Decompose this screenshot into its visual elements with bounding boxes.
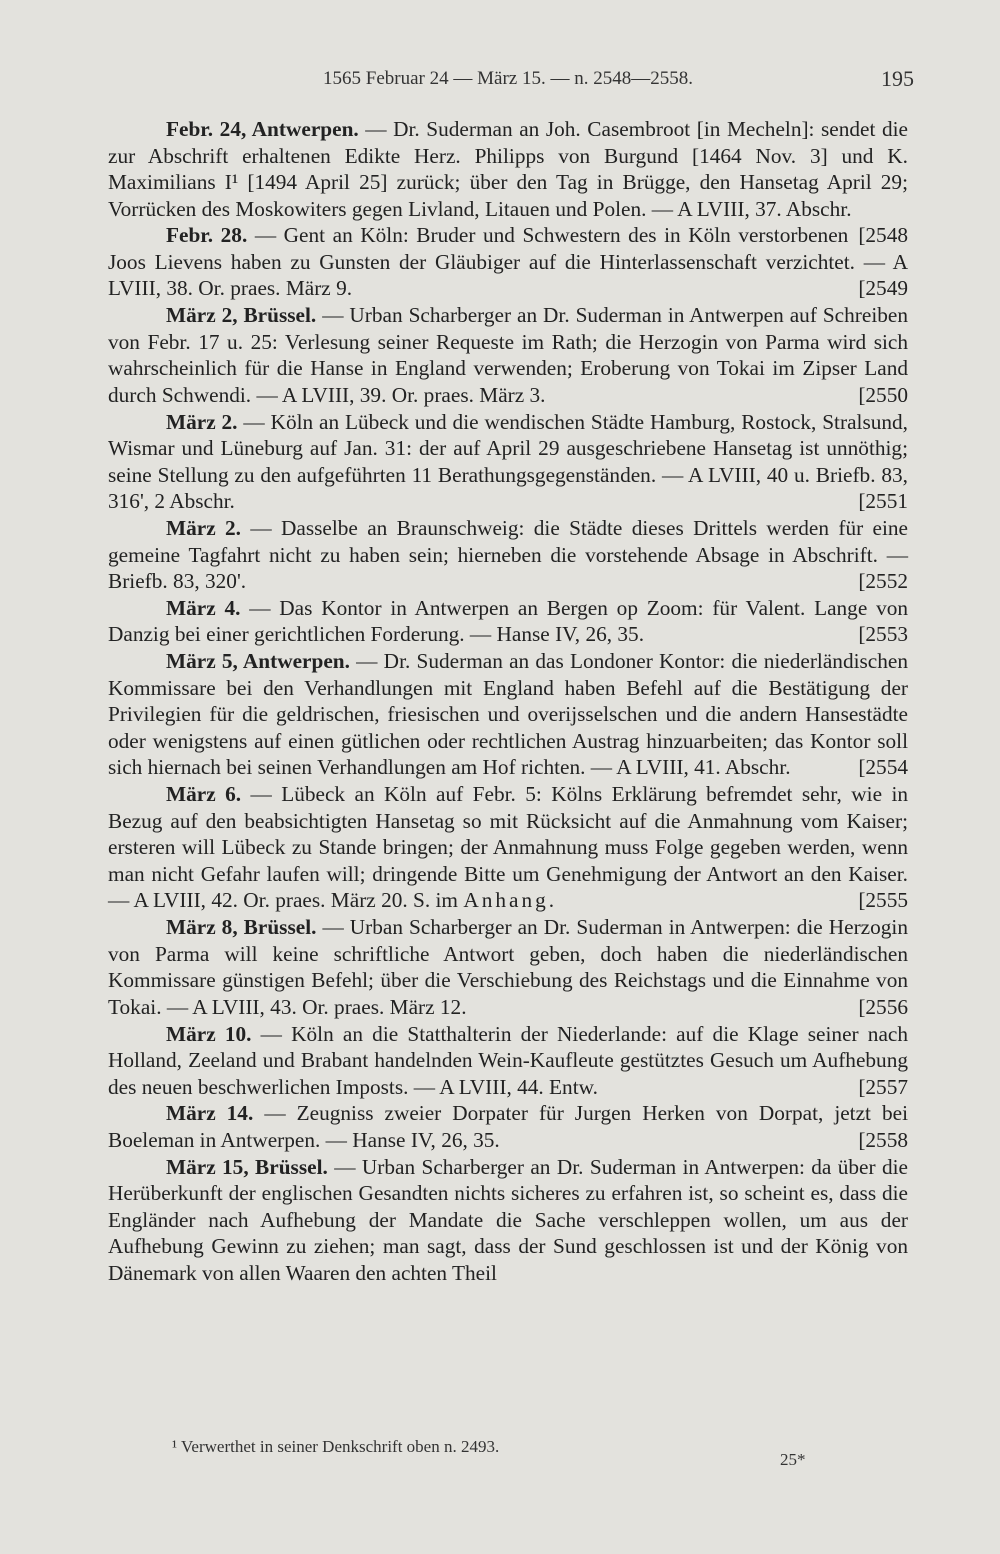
running-title: 1565 Februar 24 — März 15. — n. 2548—2558. [323, 68, 693, 89]
entry-spaced-reference: Anhang. [463, 888, 558, 913]
regest-entries [108, 116, 908, 1287]
entry-number: [ 2557 [848, 1074, 908, 1101]
regest-entry [108, 1154, 908, 1287]
entry-heading: März 2. [166, 516, 241, 541]
regest-entry [108, 1021, 908, 1101]
entry-text: — Urban Scharberger an Dr. Suderman in Antwerpen: die Herzogin von Parma will keine schriftliche Antwort geben, doch haben die niederländischen Kommissare günstigen Befehl; über die Verschiebung des Reichstags und die Einnahme von Tokai. — A LVIII, 43. Or. praes. März 12. [108, 915, 908, 1019]
entry-number: [ 2549 [848, 275, 908, 302]
regest-entry [108, 302, 908, 408]
entry-text: — Dasselbe an Braunschweig: die Städte dieses Drittels werden für eine gemeine Tagfahrt nicht zu haben sein; hierneben die vorstehende Absage in Abschrift. — Briefb. 83, 320'. [108, 516, 909, 594]
entry-number: [ 2550 [848, 382, 908, 409]
entry-text: — Köln an Lübeck und die wendischen Städte Hamburg, Rostock, Stralsund, Wismar und Lüneburg auf Jan. 31: der auf April 29 ausgeschriebene Hansetag ist unnöthig; seine Stellung zu den aufgeführten 11 Berathungsgegenständen. — A LVIII, 40 u. Briefb. 83, 316', 2 Abschr. [108, 409, 908, 514]
page-number: 195 [881, 66, 914, 91]
regest-entry [108, 595, 908, 648]
regest-entry [108, 914, 908, 1020]
running-header [108, 66, 914, 98]
entry-text: — Lübeck an Köln auf Febr. 5: Kölns Erklärung befremdet sehr, wie in Bezug auf den beabsichtigten Hansetag so mit Rücksicht auf die Anmahnung vom Kaiser; ersteren will Lübeck zu Stande bringen; der Anmahnung muss Folge gegeben werden, wenn man nicht Gefahr laufen will; dringende Bitte um Genehmigung der Antwort an den Kaiser. — A LVIII, 42. Or. praes. März 20. S. im [108, 782, 909, 913]
entry-text: — Gent an Köln: Bruder und Schwestern des in Köln verstorbenen Joos Lievens haben zu Gunsten der Gläubiger auf die Hinterlassenschaft verzichtet. — A LVIII, 38. Or. praes. März 9. [108, 223, 908, 301]
entry-text: — Urban Scharberger an Dr. Suderman in Antwerpen: da über die Herüberkunft der englischen Gesandten nichts sicheres zu erfahren ist, so scheint es, dass die Engländer nach Aufhebung der Mandate die Sache verschleppen wollen, um aus der Aufhebung Gewinn zu ziehen; man sagt, dass der Sund geschlossen ist und der König von Dänemark von allen Waaren den achten Theil [108, 1154, 908, 1285]
entry-heading: Febr. 28. [166, 223, 248, 248]
entry-heading: März 14. [166, 1101, 254, 1126]
entry-text: — Urban Scharberger an Dr. Suderman in Antwerpen auf Schreiben von Febr. 17 u. 25: Verlesung seiner Requeste im Rath; die Herzogin von Parma wird sich wahrscheinlich für die Hanse in England verwenden; Eroberung von Tokai im Zipser Land durch Schwendi. — A LVIII, 39. Or. praes. März 3. [108, 303, 908, 407]
entry-heading: März 2, Brüssel. [166, 303, 317, 328]
entry-heading: März 8, Brüssel. [166, 915, 317, 940]
signature-mark: 25* [780, 1450, 806, 1469]
regest-entry [108, 409, 908, 515]
regest-entry [108, 222, 908, 302]
entry-heading: März 5, Antwerpen. [166, 649, 350, 674]
entry-heading: März 4. [166, 595, 241, 620]
entry-number: [ 2553 [848, 621, 908, 648]
entry-number: [ 2554 [848, 754, 908, 781]
entry-number: [ 2548 [848, 222, 908, 249]
entry-number: [ 2555 [848, 887, 908, 914]
entry-text: — Dr. Suderman an Joh. Casembroot [in Mecheln]: sendet die zur Abschrift erhaltenen Edikte Herz. Philipps von Burgund [1464 Nov. 3] und K. Maximilians I¹ [1494 April 25] zurück; über den Tag in Brügge, den Hansetag April 29; Vorrücken des Moskowiters gegen Livland, Litauen und Polen. — A LVIII, 37. Abschr. [108, 117, 908, 221]
entry-number: [ 2558 [848, 1127, 908, 1154]
regest-entry [108, 648, 908, 781]
entry-text: — Köln an die Statthalterin der Niederlande: auf die Klage seiner nach Holland, Zeeland und Brabant handelnden Wein-Kaufleute gestütztes Gesuch um Aufhebung des neuen beschwerlichen Imposts. — A LVIII, 44. Entw. [108, 1021, 908, 1099]
entry-heading: März 10. [166, 1021, 252, 1046]
regest-entry [108, 781, 908, 914]
entry-text: — Das Kontor in Antwerpen an Bergen op Zoom: für Valent. Lange von Danzig bei einer gerichtlichen Forderung. — Hanse IV, 26, 35. [108, 595, 909, 647]
entry-number: [ 2551 [848, 488, 908, 515]
footnote: ¹ Verwerthet in seiner Denkschrift oben n. 2493. [172, 1437, 500, 1456]
entry-heading: Febr. 24, Antwerpen. [166, 117, 359, 141]
entry-heading: März 6. [166, 782, 242, 807]
entry-heading: März 15, Brüssel. [166, 1154, 328, 1179]
entry-heading: März 2. [166, 409, 238, 434]
entry-number: [ 2556 [848, 994, 908, 1021]
entry-text: — Dr. Suderman an das Londoner Kontor: die niederländischen Kommissare bei den Verhandlungen mit England haben Befehl auf die Bestätigung der Privilegien für die geldrischen, friesischen und overijsselschen und die andern Hansestädte oder wenigstens auf einen gütlichen oder rechtlichen Austrag hinzuarbeiten; das Kontor soll sich hiernach bei seinen Verhandlungen am Hof richten. — A LVIII, 41. Abschr. [108, 649, 908, 780]
entry-number: [ 2552 [848, 568, 908, 595]
regest-entry [108, 1100, 908, 1153]
entry-text: — Zeugniss zweier Dorpater für Jurgen Herken von Dorpat, jetzt bei Boeleman in Antwerpen. — Hanse IV, 26, 35. [108, 1101, 908, 1152]
regest-entry [108, 515, 908, 595]
